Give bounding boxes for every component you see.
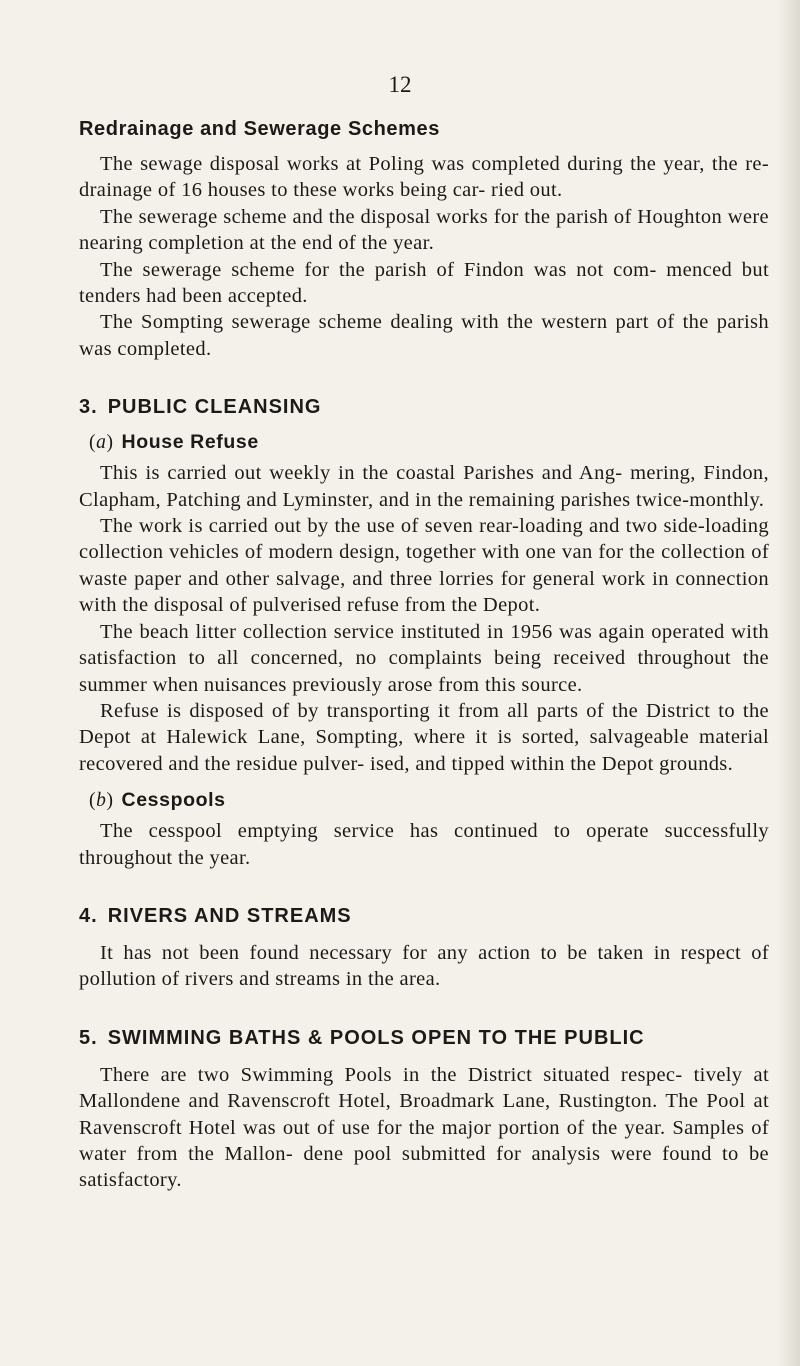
page-content	[79, 118, 769, 1194]
item-label: (a)	[89, 432, 114, 454]
cesspools-paragraph: The cesspool emptying service has continued to operate successfully throughout the year.	[79, 820, 769, 869]
redrainage-paragraph: The Sompting sewerage scheme dealing with the western part of the parish was completed.	[79, 311, 769, 360]
rivers-paragraph: It has not been found necessary for any action to be taken in respect of pollution of rivers and streams in the area.	[79, 941, 769, 991]
section-4-heading	[79, 905, 769, 928]
item-title: House Refuse	[121, 431, 259, 454]
redrainage-heading: Redrainage and Sewerage Schemes	[79, 118, 440, 140]
section-number: 4.	[79, 904, 98, 927]
page-number: 12	[388, 72, 412, 97]
section-title: SWIMMING BATHS & POOLS OPEN TO THE PUBLIC	[107, 1026, 645, 1049]
redrainage-paragraph: The sewerage scheme for the parish of Findon was not com- menced but tenders had been accepted.	[79, 258, 769, 308]
house-refuse-paragraph: The work is carried out by the use of seven rear-loading and two side-loading collection vehicles of modern design, together with one van for the collection of waste paper and other salvage, and three lorries for general work in connection with the disposal of pulverised refuse from the Depot.	[79, 515, 769, 617]
section-number: 3.	[79, 396, 98, 419]
redrainage-paragraph: The sewerage scheme and the disposal works for the parish of Houghton were nearing completion at the end of the year.	[79, 205, 769, 255]
section-number: 5.	[79, 1026, 98, 1049]
section-3-heading	[79, 396, 769, 419]
house-refuse-paragraph: This is carried out weekly in the coastal Parishes and Ang- mering, Findon, Clapham, Patching and Lyminster, and in the remaining parishes twice-monthly.	[79, 462, 769, 511]
section-5-heading	[79, 1027, 769, 1050]
house-refuse-paragraph: Refuse is disposed of by transporting it from all parts of the District to the Depot at Halewick Lane, Sompting, where it is sorted, salvageable material recovered and the residue pulver- ised, and tipped within the Depot grounds.	[79, 699, 769, 775]
redrainage-paragraph: The sewage disposal works at Poling was completed during the year, the re-drainage of 16 houses to these works being car- ried out.	[79, 153, 769, 202]
section-title: RIVERS AND STREAMS	[107, 904, 352, 927]
house-refuse-paragraph: The beach litter collection service instituted in 1956 was again operated with satisfaction to all concerned, no complaints being received throughout the summer when nuisances previously arose from this source.	[79, 620, 769, 696]
cesspools-heading	[89, 789, 769, 812]
item-title: Cesspools	[121, 789, 226, 812]
section-title: PUBLIC CLEANSING	[107, 396, 322, 419]
page-edge-shadow	[778, 0, 800, 1366]
item-label: (b)	[89, 790, 114, 812]
swimming-paragraph: There are two Swimming Pools in the District situated respec- tively at Mallondene and Ravenscroft Hotel, Broadmark Lane, Rustington. The Pool at Ravenscroft Hotel was out of use for the major portion of the year. Samples of water from the Mallon- dene pool submitted for analysis were found to be satisfactory.	[79, 1063, 769, 1192]
house-refuse-heading	[89, 431, 769, 454]
